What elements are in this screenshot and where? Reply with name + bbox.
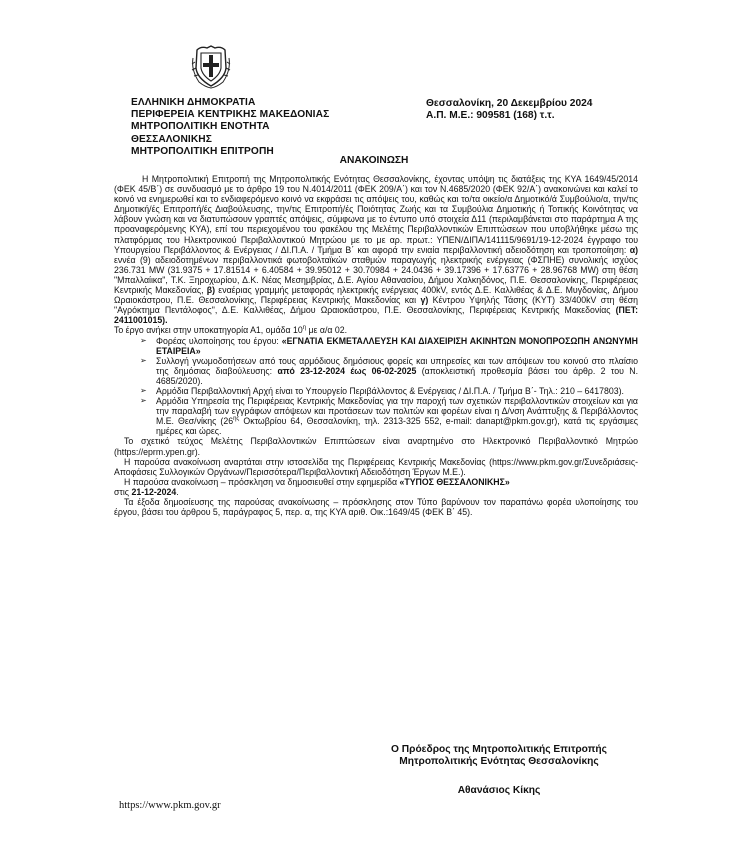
date-reference-block bbox=[426, 98, 592, 122]
category-text: Το έργο ανήκει στην υποκατηγορία Α1, ομάδα 10 bbox=[114, 325, 303, 336]
main-paragraph-text: Η Μητροπολιτική Επιτροπή της Μητροπολιτικής Ενότητας Θεσσαλονίκης, έχοντας υπόψη τις διατάξεις της ΚΥΑ 1649/45/2014 (ΦΕΚ 45/Β΄) σε συνδυασμό με το άρθρο 19 του Ν.4014/2011 (ΦΕΚ 209/Α΄) και τον Ν.4685/2020 (ΦΕΚ 92/Α΄) ανακοινώνει και καλεί το κοινό να ενημερωθεί και το ενδιαφερόμενο κοινό να εκφράσει τις απόψεις του, καθώς και το/τα οικείο/α Δημοτικό/ά Συμβούλιο/α, την/τις Δημοτική/ές Επιτροπή/ές Διαβούλευσης, την/τις Επιτροπή/ές Ποιότητας Ζωής και τα Συμβούλια Δημοτικής ή Τοπικής Κοινότητας να λάβουν γνώση και να διατυπώσουν γραπτές απόψεις, σύμφωνα με το έντυπο υπό στοιχεία Δ11 (περιλαμβάνεται στο παράρτημα Α της προαναφερόμενης ΚΥΑ), επί του περιεχομένου του φακέλου της Μελέτης Περιβαλλοντικών Επιπτώσεων που υποβλήθηκε μέσω της πλατφόρμας του Ηλεκτρονικού Περιβαλλοντικού Μητρώου με το με αρ. πρωτ.: ΥΠΕΝ/ΔΙΠΑ/141115/9691/19-12-2024 έγγραφο του Υπουργείου Περιβάλλοντος & Ενέργειας / ΔΙ.Π.Α. / Τμήμα Β΄ και αφορά την ενιαία περιβαλλοντική αδειοδότηση και τροποποίηση: bbox=[114, 174, 638, 255]
item-a-label: α) bbox=[629, 244, 638, 255]
bullet-item bbox=[114, 356, 638, 386]
category-superscript: η bbox=[302, 325, 307, 332]
newspaper-name: «ΤΥΠΟΣ ΘΕΣΣΑΛΟΝΙΚΗΣ» bbox=[399, 476, 510, 487]
arrow-bullet-icon: ➢ bbox=[140, 396, 147, 406]
paragraph-newspaper bbox=[114, 477, 638, 497]
consultation-period: από 23-12-2024 έως 06-02-2025 bbox=[277, 365, 417, 376]
main-paragraph bbox=[114, 174, 638, 336]
document-title: ΑΝΑΚΟΙΝΩΣΗ bbox=[339, 155, 409, 166]
newspaper-date: 21-12-2024 bbox=[131, 486, 177, 497]
bullet-item bbox=[114, 336, 638, 356]
footer-url: https://www.pkm.gov.gr bbox=[119, 800, 221, 811]
paragraph-registry: Το σχετικό τεύχος Μελέτης Περιβαλλοντικών Επιπτώσεων είναι αναρτημένο στο Ηλεκτρονικό Περιβαλλοντικό Μητρώο (https://eprm.ypen.gr). bbox=[114, 436, 638, 457]
bullet-text: Συλλογή γνωμοδοτήσεων από τους αρμόδιους δημόσιους φορείς και υπηρεσίες και των απόψεων του κοινού στο πλαίσιο της δημόσιας διαβούλευσης: bbox=[156, 355, 638, 376]
bullet-item bbox=[114, 386, 638, 396]
paragraph-costs: Τα έξοδα δημοσίευσης της παρούσας ανακοίνωσης – πρόσκλησης στον Τύπο βαρύνουν τον παραπάνω φορέα υλοποίησης του έργου, βάσει του άρθρου 5, παράγραφος 5, περ. α, της ΚΥΑ αριθ. Οικ.:1649/45 (ΦΕΚ Β΄ 45). bbox=[114, 497, 638, 518]
item-c-label: γ) bbox=[420, 295, 429, 306]
issuer-line: ΠΕΡΙΦΕΡΕΙΑ ΚΕΝΤΡΙΚΗΣ ΜΑΚΕΔΟΝΙΑΣ bbox=[131, 109, 330, 121]
document-body bbox=[114, 174, 638, 517]
bullet-text-suffix: Οκτωβρίου 64, Θεσσαλονίκη, τηλ. 2313-325 552, e-mail: danapt@pkm.gov.gr), κατά τις εργάσιμες ημέρες και ώρες. bbox=[156, 416, 639, 437]
bullet-text: Φορέας υλοποίησης του έργου: bbox=[156, 335, 279, 346]
arrow-bullet-icon: ➢ bbox=[140, 335, 147, 345]
signature-title-line: Μητροπολιτικής Ενότητας Θεσσαλονίκης bbox=[399, 756, 599, 768]
category-suffix: με α/α 02. bbox=[308, 325, 348, 336]
bullet-bold-text: «ΕΓΝΑΤΙΑ ΕΚΜΕΤΑΛΛΕΥΣΗ ΚΑΙ ΔΙΑΧΕΙΡΙΣΗ ΑΚΙΝΗΤΩΝ ΜΟΝΟΠΡΟΣΩΠΗ ΑΝΩΝΥΜΗ ΕΤΑΙΡΕΙΑ» bbox=[156, 335, 638, 356]
signatory-name: Αθανάσιος Κίκης bbox=[457, 785, 541, 796]
protocol-number: Α.Π. Μ.Ε.: 909581 (168) τ.τ. bbox=[426, 110, 555, 122]
newspaper-date-prefix: στις bbox=[114, 486, 130, 497]
arrow-bullet-icon: ➢ bbox=[140, 355, 147, 365]
newspaper-text: Η παρούσα ανακοίνωση – πρόσκληση να δημοσιευθεί στην εφημερίδα bbox=[124, 476, 398, 487]
item-b-text: εναέριας γραμμής μεταφοράς ηλεκτρικής ενέργειας 400kV, εντός Δ.Ε. Καλλιθέας & Δ.Ε. Μυγδονίας, Δήμου Ωραιοκάστρου, Π.Ε. Θεσσαλονίκης, Περιφέρειας Κεντρικής Μακεδονίας και bbox=[114, 285, 638, 306]
pet-code: (ΠΕΤ: 2411001015). bbox=[114, 305, 639, 326]
issuer-line: ΘΕΣΣΑΛΟΝΙΚΗΣ bbox=[131, 133, 212, 145]
bullet-item bbox=[114, 396, 638, 436]
issuer-block bbox=[131, 97, 329, 158]
issuer-line: ΜΗΤΡΟΠΟΛΙΤΙΚΗ ΕΠΙΤΡΟΠΗ bbox=[131, 145, 274, 157]
signature-title-line: Ο Πρόεδρος της Μητροπολιτικής Επιτροπής bbox=[391, 744, 607, 755]
greek-coat-of-arms-icon bbox=[189, 44, 233, 90]
period: . bbox=[176, 486, 179, 497]
bullet-text: Αρμόδια Περιβαλλοντική Αρχή είναι το Υπουργείο Περιβάλλοντος & Ενέργειας / ΔΙ.Π.Α. / Τμήμα Β΄- Τηλ.: 210 – 6417803). bbox=[156, 385, 624, 396]
issuer-line: ΜΗΤΡΟΠΟΛΙΤΙΚΗ ΕΝΟΤΗΤΑ bbox=[131, 121, 270, 133]
item-b-label: β) bbox=[206, 285, 216, 296]
item-a-text: εννέα (9) αδειοδοτημένων περιβαλλοντικά φωτοβολταϊκών σταθμών παραγωγής ηλεκτρικής ενέργειας (ΦΣΠΗΕ) συνολικής ισχύος 236.731 MW (31.9375 + 17.81514 + 6.40584 + 39.95012 + 30.70984 + 24.0436 + 39.17396 + 17.63776 + 28.96768 MW) στη θέση "Μπαλλαίικα", Τ.Κ. Ξηροχωρίου, Δ.Κ. Νέας Μεσημβρίας, Δ.Ε. Αγίου Αθανασίου, Δήμου Χαλκηδόνος, Π.Ε. Θεσσαλονίκης, Περιφέρειας Κεντρικής Μακεδονίας, bbox=[114, 254, 638, 296]
signature-title bbox=[0, 744, 748, 769]
address-superscript: ης bbox=[233, 416, 240, 423]
arrow-bullet-icon: ➢ bbox=[140, 385, 147, 395]
place-date: Θεσσαλονίκη, 20 Δεκεμβρίου 2024 bbox=[426, 98, 593, 109]
bullet-text-suffix: (αποκλειστική προθεσμία βάσει του άρθρ. 2 του Ν. 4685/2020). bbox=[156, 365, 639, 386]
bullet-text: Αρμόδια Υπηρεσία της Περιφέρειας Κεντρικής Μακεδονίας για την παροχή των σχετικών περιβαλλοντικών στοιχείων και για την παραλαβή των εγγράφων απόψεων και προτάσεων των πολιτών και φορέων είναι η Δ/νση Ανάπτυξης & Περιβάλλοντος Μ.Ε. Θεσ/νίκης (26 bbox=[156, 396, 638, 427]
item-c-text: Κέντρου Υψηλής Τάσης (ΚΥΤ) 33/400kV στη θέση "Αγρόκτημα Πεντάλοφος", Δ.Ε. Καλλιθέας, Δήμου Ωραιοκάστρου, Π.Ε. Θεσσαλονίκης, Περιφέρειας Κεντρικής Μακεδονίας bbox=[114, 295, 638, 316]
paragraph-website: Η παρούσα ανακοίνωση αναρτάται στην ιστοσελίδα της Περιφέρειας Κεντρικής Μακεδονίας (https://www.pkm.gov.gr/Συνεδριάσεις-Αποφάσεις Συλλογικών Οργάνων/Περισσότερα/Περιβαλλοντική Αδειοδότηση Έργων Μ.Ε.). bbox=[114, 456, 638, 477]
issuer-line: ΕΛΛΗΝΙΚΗ ΔΗΜΟΚΡΑΤΙΑ bbox=[131, 97, 256, 108]
